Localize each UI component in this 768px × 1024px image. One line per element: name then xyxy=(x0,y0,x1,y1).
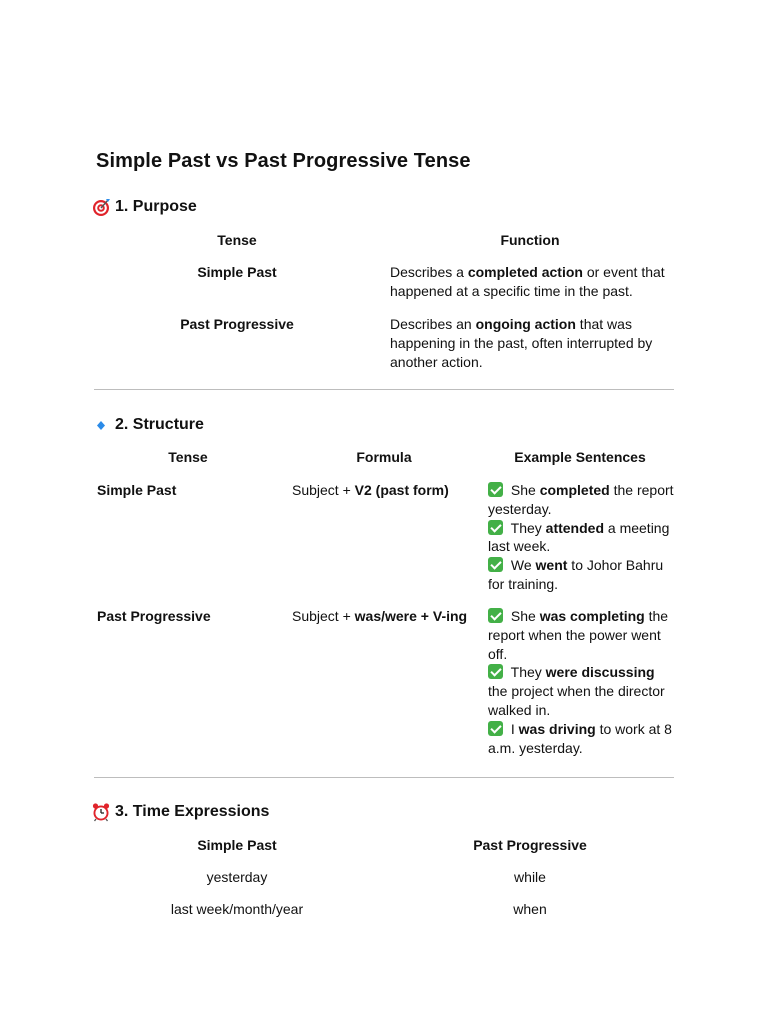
target-icon xyxy=(91,197,111,217)
section-time-expressions-heading xyxy=(91,802,269,822)
row-tense-past-progressive: Past Progressive xyxy=(180,316,294,332)
column-header-formula: Formula xyxy=(356,449,412,465)
check-mark-icon xyxy=(488,664,503,679)
column-header-tense: Tense xyxy=(168,449,208,465)
page-title: Simple Past vs Past Progressive Tense xyxy=(96,150,471,172)
row-examples-past-progressive xyxy=(488,607,674,757)
time-expression-simple-past: last week/month/year xyxy=(170,901,304,917)
time-expression-past-progressive: while xyxy=(514,869,546,885)
divider xyxy=(94,389,674,390)
blue-diamond-icon xyxy=(91,415,111,435)
divider xyxy=(94,777,674,778)
check-mark-icon xyxy=(488,557,503,572)
time-expression-past-progressive: when xyxy=(513,901,547,917)
row-function-past-progressive: Describes an ongoing action that was happening in the past, often interrupted by another action. xyxy=(390,316,653,370)
section-purpose-heading xyxy=(91,197,197,217)
section-heading-text: 1. Purpose xyxy=(115,198,197,215)
row-function-simple-past: Describes a completed action or event that happened at a specific time in the past. xyxy=(390,264,665,299)
row-tense-simple-past: Simple Past xyxy=(97,482,177,498)
column-header-function: Function xyxy=(500,232,560,248)
example-sentence: She was completing the report when the power went off. xyxy=(488,608,669,662)
column-header-past-progressive: Past Progressive xyxy=(473,837,587,853)
section-heading-text: 2. Structure xyxy=(115,416,204,433)
row-examples-simple-past xyxy=(488,481,674,594)
row-formula-simple-past: Subject + V2 (past form) xyxy=(292,482,449,498)
time-expression-simple-past: yesterday xyxy=(206,869,268,885)
section-heading-text: 3. Time Expressions xyxy=(115,803,270,820)
column-header-example-sentences: Example Sentences xyxy=(514,449,646,465)
row-formula-past-progressive: Subject + was/were + V-ing xyxy=(292,608,468,624)
example-sentence: She completed the report yesterday. xyxy=(488,482,674,517)
row-tense-simple-past: Simple Past xyxy=(197,264,277,280)
example-sentence: We went to Johor Bahru for training. xyxy=(488,557,664,592)
check-mark-icon xyxy=(488,520,503,535)
check-mark-icon xyxy=(488,482,503,497)
section-structure-heading xyxy=(91,415,204,435)
column-header-simple-past: Simple Past xyxy=(197,837,277,853)
example-sentence: They were discussing the project when the director walked in. xyxy=(488,664,665,718)
row-tense-past-progressive: Past Progressive xyxy=(97,608,211,624)
check-mark-icon xyxy=(488,608,503,623)
column-header-tense: Tense xyxy=(217,232,257,248)
example-sentence: I was driving to work at 8 a.m. yesterday. xyxy=(488,720,672,756)
example-sentence: They attended a meeting last week. xyxy=(488,519,670,555)
check-mark-icon xyxy=(488,721,503,736)
alarm-clock-icon xyxy=(91,802,111,822)
